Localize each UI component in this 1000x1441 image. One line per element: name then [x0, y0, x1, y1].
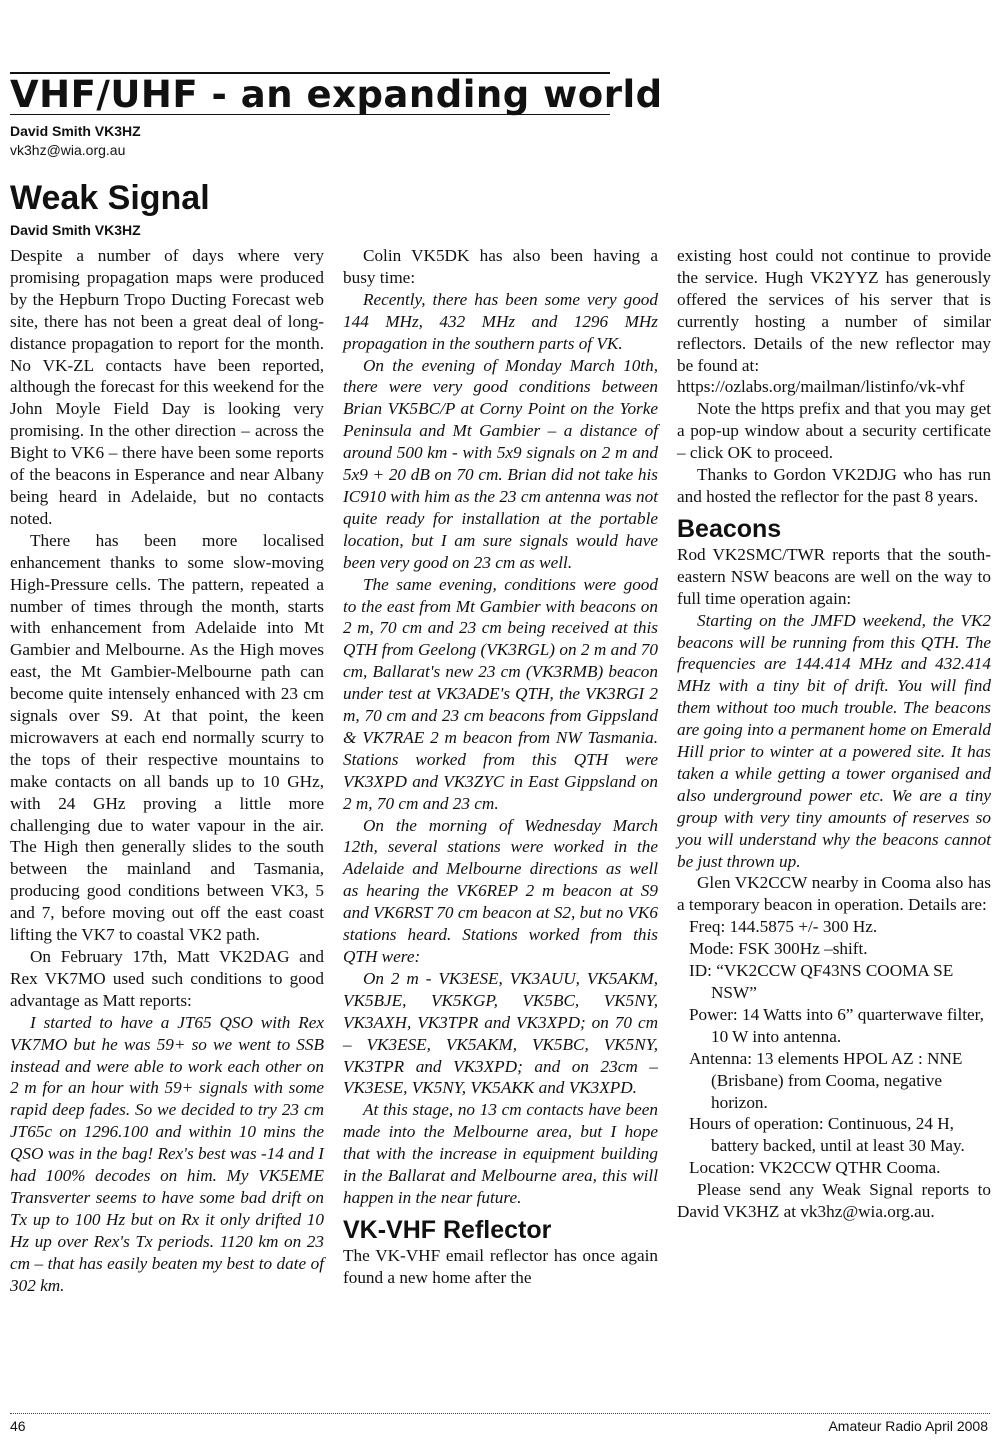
beacon-detail-mode: Mode: FSK 300Hz –shift. — [689, 939, 868, 959]
paragraph: existing host could not continue to provide the service. Hugh VK2YYZ has generously offered the services of his server that is currently hosting a number of similar reflectors. Details of the new reflector may be found at: — [677, 246, 991, 375]
section-title: Weak Signal — [10, 179, 210, 217]
paragraph: Despite a number of days where very promising propagation maps were produced by the Hepburn Tropo Ducting Forecast web site, there has not been a great deal of long-distance propagation to report for the month. No VK-ZL contacts have been reported, although the forecast for this weekend for the John Moyle Field Day is looking very promising. In the other direction – across the Bight to VK6 – there have been some reports of the beacons in Esperance and near Albany being heard in Adelaide, but no contacts noted. — [10, 246, 324, 528]
paragraph: The VK-VHF email reflector has once again found a new home after the — [343, 1245, 658, 1287]
text-column-1 — [10, 245, 324, 1297]
column-email: vk3hz@wia.org.au — [10, 142, 126, 158]
beacon-detail-hours: Hours of operation: Continuous, 24 H, battery backed, until at least 30 May. — [689, 1114, 965, 1156]
beacon-detail-id: ID: “VK2CCW QF43NS COOMA SE NSW” — [689, 961, 954, 1002]
publication-line: Amateur Radio April 2008 — [828, 1418, 988, 1434]
paragraph: Thanks to Gordon VK2DJG who has run and hosted the reflector for the past 8 years. — [677, 465, 991, 506]
text-column-3 — [677, 245, 991, 1223]
text-column-2 — [343, 245, 658, 1289]
page-number: 46 — [10, 1418, 26, 1434]
reflector-url[interactable]: https://ozlabs.org/mailman/listinfo/vk-vhf — [677, 377, 965, 397]
paragraph: Colin VK5DK has also been having a busy time: — [343, 246, 658, 287]
quote-paragraph: At this stage, no 13 cm contacts have been made into the Melbourne area, but I hope that with the increase in equipment building in the Ballarat and Melbourne area, this will happen in the near future. — [343, 1100, 658, 1207]
paragraph: Glen VK2CCW nearby in Cooma also has a temporary beacon in operation. Details are: — [677, 873, 991, 915]
section-author: David Smith VK3HZ — [10, 222, 141, 238]
paragraph: On February 17th, Matt VK2DAG and Rex VK7MO used such conditions to good advantage as Matt reports: — [10, 947, 324, 1010]
quote-paragraph: On the evening of Monday March 10th, there were very good conditions between Brian VK5BC/P at Corny Point on the Yorke Peninsula and Mt Gambier – a distance of around 500 km - with 5x9 signals on 2 m and 5x9 + 20 dB on 70 cm. Brian did not take his IC910 with him as the 23 cm antenna was not quite ready for installation at the portable location, but I am sure signals would have been very good on 23 cm as well. — [343, 355, 658, 572]
column-author: David Smith VK3HZ — [10, 123, 141, 139]
subheading-beacons: Beacons — [677, 514, 782, 543]
subheading-reflector: VK-VHF Reflector — [343, 1215, 552, 1244]
quote-paragraph: Starting on the JMFD weekend, the VK2 beacons will be running from this QTH. The frequencies are 144.414 MHz and 432.414 MHz with a tiny bit of drift. You will find them without too much trouble. The beacons are going into a permanent home on Emerald Hill prior to winter at a powered site. It has taken a while getting a tower organised and also underground power etc. We are a tiny group with very tiny amounts of reserves so you will understand why the beacons cannot be just thrown up. — [677, 610, 991, 871]
footer-rule — [10, 1413, 990, 1414]
header-bottom-rule — [10, 114, 610, 115]
paragraph: There has been more localised enhancement thanks to some slow-moving High-Pressure cells. The pattern, repeated a number of times through the month, starts with enhancement from Adelaide into Mt Gambier and Melbourne. As the High moves east, the Mt Gambier-Melbourne path can become quite intensely enhanced with 23 cm signals over S9. At that point, the keen microwavers at each end normally scurry to the tops of their respective mountains to make contacts on all bands up to 10 GHz, with 24 GHz proving a little more challenging due to water vapour in the air. The High then generally slides to the south between the mainland and Tasmania, producing good conditions between VK3, 5 and 7, before moving out off the east coast lifting the VK7 to coastal VK2 path. — [10, 530, 324, 945]
column-masthead: VHF/UHF - an expanding world — [10, 73, 663, 116]
beacon-detail-freq: Freq: 144.5875 +/- 300 Hz. — [689, 917, 878, 937]
quote-paragraph: The same evening, conditions were good to the east from Mt Gambier with beacons on 2 m, 70 cm and 23 cm being received at this QTH from Geelong (VK3RGL) on 2 m and 70 cm, Ballarat's new 23 cm (VK3RMB) beacon under test at VK3ADE's QTH, the VK3RGI 2 m, 70 cm and 23 cm beacons from Gippsland & VK7RAE 2 m beacon from NW Tasmania. Stations worked from this QTH were VK3XPD and VK3ZYC in East Gippsland on 2 m, 70 cm and 23 cm. — [343, 574, 658, 813]
quote-paragraph: I started to have a JT65 QSO with Rex VK7MO but he was 59+ so we went to SSB instead and were able to work each other on 2 m for an hour with 59+ signals with some rapid deep fades. So we decided to try 23 cm JT65c on 1296.100 and within 10 mins the QSO was in the bag! Rex's best was -14 and I had 100% decodes on him. My VK5EME Transverter seems to have some bad drift on Tx up to 100 Hz but on Rx it only drifted 10 Hz up over Rex's Tx periods. 1120 km on 23 cm – that has easily beaten my best to date of 302 km. — [10, 1012, 324, 1295]
paragraph: Please send any Weak Signal reports to David VK3HZ at vk3hz@wia.org.au. — [677, 1180, 991, 1222]
quote-paragraph: On the morning of Wednesday March 12th, several stations were worked in the Adelaide and Melbourne directions as well as hearing the VK6REP 2 m beacon at S9 and VK6RST 70 cm beacon at S2, but no VK6 stations heard. Stations worked from this QTH were: — [343, 815, 658, 966]
beacon-detail-antenna: Antenna: 13 elements HPOL AZ : NNE (Brisbane) from Cooma, negative horizon. — [689, 1048, 963, 1112]
quote-paragraph: Recently, there has been some very good 144 MHz, 432 MHz and 1296 MHz propagation in the southern parts of VK. — [343, 289, 658, 353]
paragraph: Note the https prefix and that you may get a pop-up window about a security certificate – click OK to proceed. — [677, 399, 991, 463]
paragraph: Rod VK2SMC/TWR reports that the south-eastern NSW beacons are well on the way to full time operation again: — [677, 544, 991, 608]
quote-paragraph: On 2 m - VK3ESE, VK3AUU, VK5AKM, VK5BJE, VK5KGP, VK5BC, VK5NY, VK3AXH, VK3TPR and VK3XPD; on 70 cm – VK3ESE, VK5AKM, VK5BC, VK5NY, VK3TPR and VK3XPD; and on 23cm – VK3ESE, VK5NY, VK5AKK and VK3XPD. — [343, 968, 658, 1098]
beacon-detail-location: Location: VK2CCW QTHR Cooma. — [689, 1158, 941, 1178]
beacon-detail-power: Power: 14 Watts into 6” quarterwave filter, 10 W into antenna. — [689, 1004, 984, 1046]
